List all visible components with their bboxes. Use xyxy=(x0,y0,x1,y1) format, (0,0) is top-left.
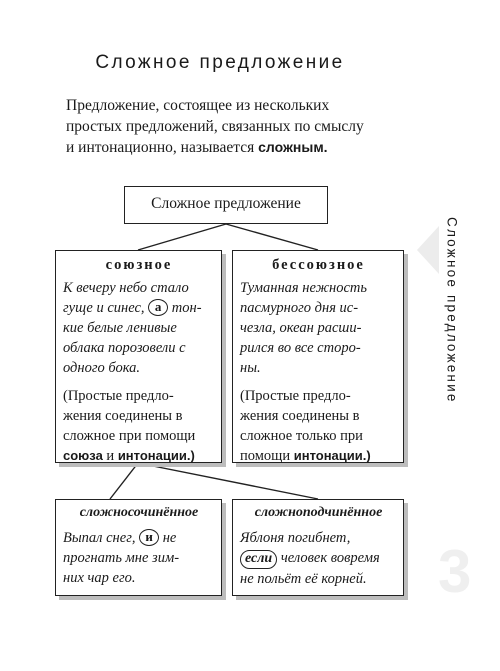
compound-box xyxy=(55,499,222,596)
note-line: жения соединены в xyxy=(240,408,360,424)
example-line xyxy=(63,528,215,548)
conjunction-circle: и xyxy=(139,529,159,546)
example-line: не польёт её корней. xyxy=(240,571,367,587)
asyndetic-box xyxy=(232,250,404,463)
note-text: помощи xyxy=(240,448,294,464)
asyndetic-note xyxy=(240,386,397,466)
example-text: не xyxy=(159,530,177,546)
note-line: сложное при помощи xyxy=(63,428,196,444)
definition-line: Предложение, состоящее из нескольких xyxy=(66,97,330,114)
page-number: 3 xyxy=(438,538,472,605)
note-line: сложное только при xyxy=(240,428,363,444)
complex-heading: сложноподчинённое xyxy=(254,505,383,520)
example-line: облака порозовели с xyxy=(63,340,186,356)
conjunction-circle: а xyxy=(148,299,168,316)
example-line: рился во все сторо- xyxy=(240,340,361,356)
example-text: тон- xyxy=(168,300,202,316)
side-tab xyxy=(439,212,465,408)
note-line xyxy=(63,446,215,466)
asyndetic-example xyxy=(240,278,397,378)
example-line: чезла, океан расши- xyxy=(240,320,362,336)
complex-example xyxy=(240,528,397,589)
note-text: и xyxy=(102,448,118,464)
note-line: (Простые предло- xyxy=(240,388,351,404)
side-tab-label: Сложное предложение xyxy=(444,216,460,404)
defined-term: сложным. xyxy=(258,139,328,155)
note-line: жения соединены в xyxy=(63,408,183,424)
example-text: гуще и синес, xyxy=(63,300,149,316)
example-line: кие белые ленивые xyxy=(63,320,177,336)
note-line: (Простые предло- xyxy=(63,388,174,404)
example-line xyxy=(240,548,397,569)
example-line: одного бока. xyxy=(63,360,141,376)
complex-box xyxy=(232,499,404,596)
example-text: человек вовремя xyxy=(277,550,380,566)
example-line: Туманная нежность xyxy=(240,280,368,296)
definition-text: и интонационно, называется xyxy=(66,139,259,156)
example-line xyxy=(63,298,215,318)
root-box: Сложное предложение xyxy=(124,186,328,224)
note-bold: .) xyxy=(362,448,371,463)
example-line: пасмурного дня ис- xyxy=(240,300,359,316)
conjunctive-box xyxy=(55,250,222,463)
asyndetic-heading: бессоюзное xyxy=(272,257,365,273)
example-text: Выпал снег, xyxy=(63,530,140,546)
example-line: К вечеру небо стало xyxy=(63,280,189,296)
conjunctive-heading: союзное xyxy=(105,257,173,273)
note-bold: союза xyxy=(63,448,103,463)
example-line: Яблоня погибнет, xyxy=(240,530,351,546)
example-line: ны. xyxy=(240,360,261,376)
conjunctive-example xyxy=(63,278,215,378)
note-bold: .) xyxy=(186,448,195,463)
conjunctive-note xyxy=(63,386,215,466)
note-bold: интонации xyxy=(293,448,363,463)
compound-heading: сложносочинённое xyxy=(79,505,199,520)
note-bold: интонации xyxy=(117,448,187,463)
side-tab-shade xyxy=(417,226,439,274)
example-line: них чар его. xyxy=(63,570,136,586)
note-line xyxy=(240,446,397,466)
conjunction-oval: если xyxy=(240,550,277,569)
page-title: Сложное предложение xyxy=(95,52,345,73)
definition-line: простых предложений, связанных по смыслу xyxy=(66,118,364,135)
compound-example xyxy=(63,528,215,588)
example-line: прогнать мне зим- xyxy=(63,550,180,566)
